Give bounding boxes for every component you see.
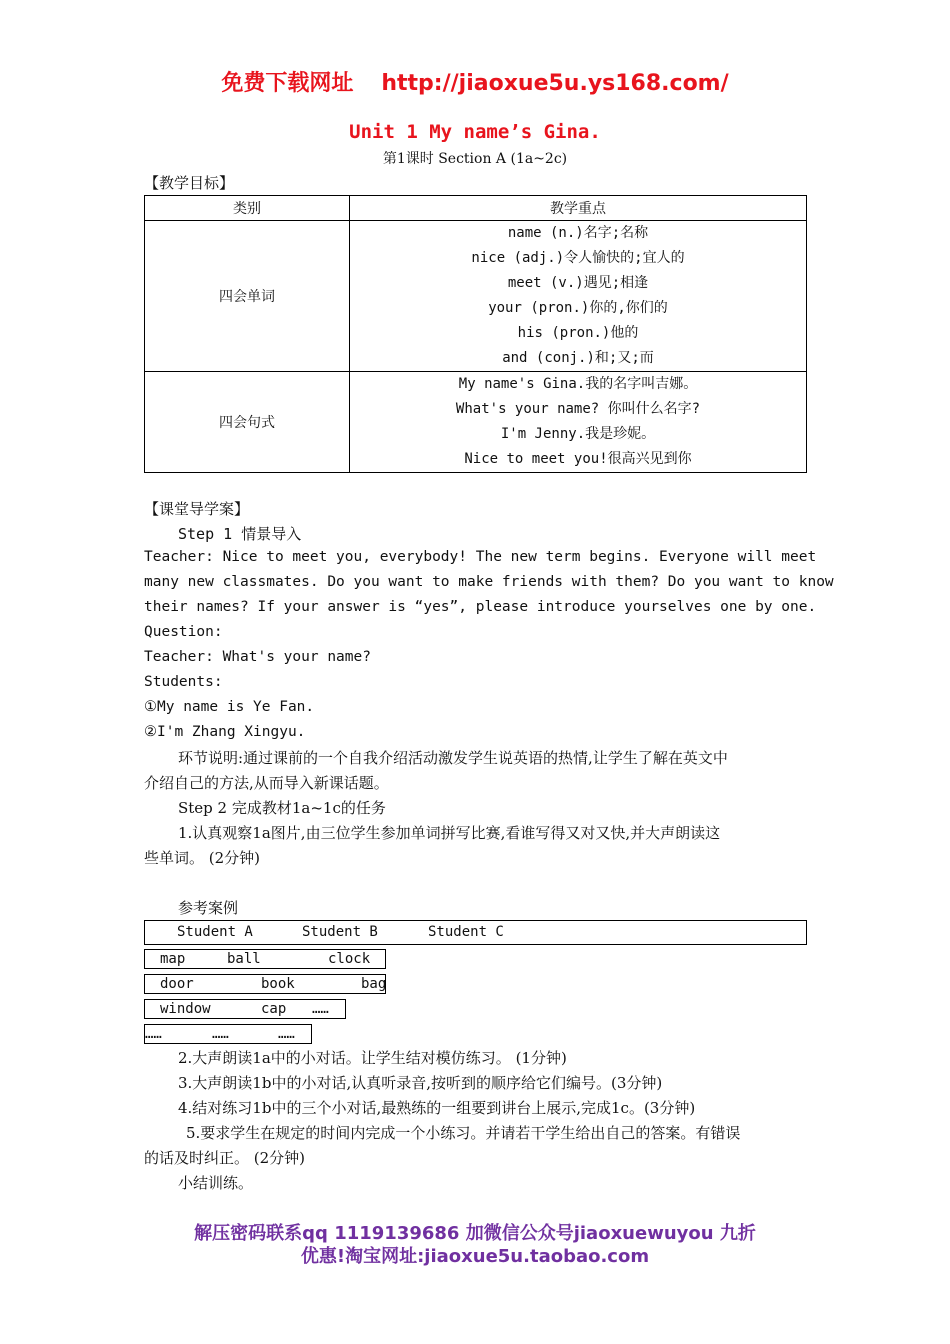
goals-col-category: 类别 [145,196,350,221]
case-word: …… [278,1026,295,1042]
summary-line: 小结训练。 [178,1174,254,1192]
section-note-cont [144,771,808,796]
case-header-a: Student A [177,924,253,940]
goal-item: I'm Jenny.我是珍妮。 [500,426,656,442]
case-word: book [261,976,295,992]
teacher-line: many new classmates. Do you want to make friends with them? Do you want to know [144,574,834,590]
goals-category: 四会单词 [145,221,350,372]
case-word: …… [145,1026,162,1042]
case-header-box [144,920,807,945]
students-label: Students: [144,674,223,690]
student-answer: ②I'm Zhang Xingyu. [144,724,306,740]
teacher-line: Teacher: Nice to meet you, everybody! The new term begins. Everyone will meet [144,549,817,565]
student-answer: ①My name is Ye Fan. [144,699,315,715]
case-word: ball [227,951,261,967]
teacher-question: Teacher: What's your name? [144,649,371,665]
task-line: 3.大声朗读1b中的小对话,认真听录音,按听到的顺序给它们编号。(3分钟) [178,1074,663,1092]
banner-url[interactable]: http://jiaoxue5u.ys168.com/ [381,71,729,96]
task-line: 4.结对练习1b中的三个小对话,最熟练的一组要到讲台上展示,完成1c。(3分钟) [178,1099,696,1117]
case-row [144,1024,312,1044]
section-note [144,746,808,771]
goal-item: Nice to meet you!很高兴见到你 [464,451,692,467]
task-line: 的话及时纠正。 (2分钟) [144,1149,306,1167]
case-word: cap [261,1001,287,1017]
case-header-c: Student C [428,924,504,940]
goal-item: name (n.)名字;名称 [507,225,649,241]
goal-item: nice (adj.)令人愉快的;宜人的 [471,250,685,266]
goal-item: What's your name? 你叫什么名字? [455,401,701,417]
page-title: Unit 1 My name’s Gina. [349,121,601,143]
footer-line: 解压密码联系qq 1119139686 加微信公众号jiaoxuewuyou 九折 [194,1223,756,1244]
case-word: …… [312,1001,329,1017]
case-row [144,974,386,994]
case-word: window [160,1001,211,1017]
page-subtitle: 第1课时 Section A (1a~2c) [382,151,568,167]
step2-heading: Step 2 完成教材1a~1c的任务 [178,799,386,817]
download-banner [0,66,950,97]
case-row [144,999,346,1019]
case-word: bag [361,976,387,992]
task-line: 些单词。 (2分钟) [144,849,261,867]
goals-table [144,195,807,473]
banner-label: 免费下载网址 [221,71,354,96]
question-label: Question: [144,624,223,640]
goals-category: 四会句式 [145,372,350,473]
lesson-heading: 【课堂导学案】 [144,500,250,518]
note-line: 环节说明:通过课前的一个自我介绍活动激发学生说英语的热情,让学生了解在英文中 [178,749,728,767]
task-line: 5.要求学生在规定的时间内完成一个小练习。并请若干学生给出自己的答案。有错误 [186,1124,741,1142]
case-label: 参考案例 [178,899,239,917]
goal-item: and (conj.)和;又;而 [502,350,654,366]
goals-col-focus: 教学重点 [350,196,807,221]
teacher-line: their names? If your answer is “yes”, please introduce yourselves one by one. [144,599,817,615]
table-row [145,221,807,372]
step1-heading: Step 1 情景导入 [178,525,302,543]
goal-item: your (pron.)你的,你们的 [488,300,668,316]
table-row [145,372,807,473]
goal-item: meet (v.)遇见;相逢 [507,275,649,291]
case-word: map [160,951,186,967]
task-line: 2.大声朗读1a中的小对话。让学生结对模仿练习。 (1分钟) [178,1049,567,1067]
footer-line: 优惠!淘宝网址:jiaoxue5u.taobao.com [300,1246,650,1267]
goal-item: his (pron.)他的 [517,325,639,341]
case-header-b: Student B [302,924,378,940]
case-word: door [160,976,194,992]
note-line: 介绍自己的方法,从而导入新课话题。 [144,774,389,792]
case-word: …… [212,1026,229,1042]
task-line: 1.认真观察1a图片,由三位学生参加单词拼写比赛,看谁写得又对又快,并大声朗读这 [178,824,721,842]
case-word: clock [328,951,371,967]
case-row [144,949,386,969]
goals-heading: 【教学目标】 [144,174,235,192]
goal-item: My name's Gina.我的名字叫吉娜。 [458,376,698,392]
